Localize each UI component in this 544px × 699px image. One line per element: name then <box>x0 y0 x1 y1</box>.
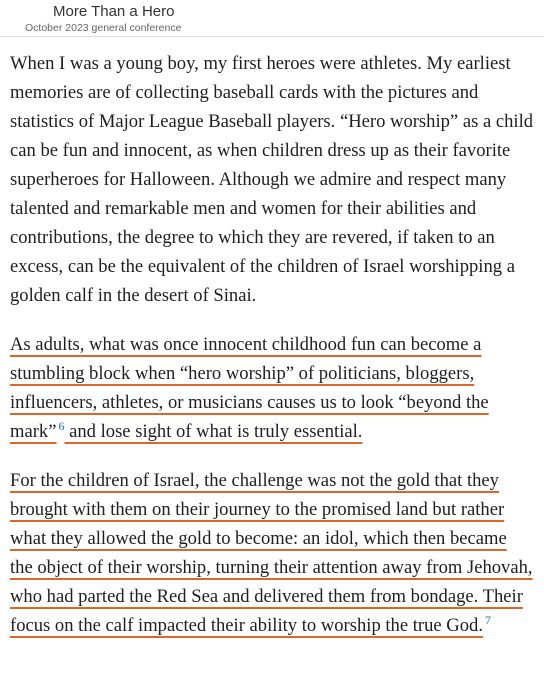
header-bar <box>0 0 544 37</box>
paragraph-1-text: When I was a young boy, my first heroes were athletes. My earliest memories are of collecting baseball cards with the pictures and statistics of Major League Baseball players. “Hero worship” as a child can be fun and innocent, as when children dress up as their favorite superheroes for Halloween. Although we admire and respect many talented and remarkable men and women for their abilities and contributions, the degree to which they are revered, if taken to an excess, can be the equivalent of the children of Israel worshipping a golden calf in the desert of Sinai. <box>10 53 534 306</box>
paragraph-2[interactable] <box>10 330 534 446</box>
conference-subtitle: October 2023 general conference <box>25 22 182 34</box>
talk-title: More Than a Hero <box>53 3 175 20</box>
footnote-6-link[interactable]: 6 <box>58 418 65 433</box>
paragraph-1 <box>10 49 534 310</box>
paragraph-2-highlight-start[interactable]: As adults, what was once innocent childhood fun can become a stumbling block when “hero worship” of politicians, bloggers, influencers, athletes, or musicians causes us to look “beyond the mark” <box>10 334 489 442</box>
paragraph-3[interactable] <box>10 466 534 640</box>
footnote-7-link[interactable]: 7 <box>484 612 491 627</box>
paragraph-3-highlight[interactable]: For the children of Israel, the challenge was not the gold that they brought with them on their journey to the promised land but rather what they allowed the gold to become: an idol, which then became the object of their worship, turning their attention away from Jehovah, who had parted the Red Sea and delivered them from bondage. Their focus on the calf impacted their ability to worship the true God. <box>10 470 533 636</box>
article-body <box>10 49 534 660</box>
paragraph-2-highlight-end[interactable]: and lose sight of what is truly essential. <box>64 421 363 442</box>
